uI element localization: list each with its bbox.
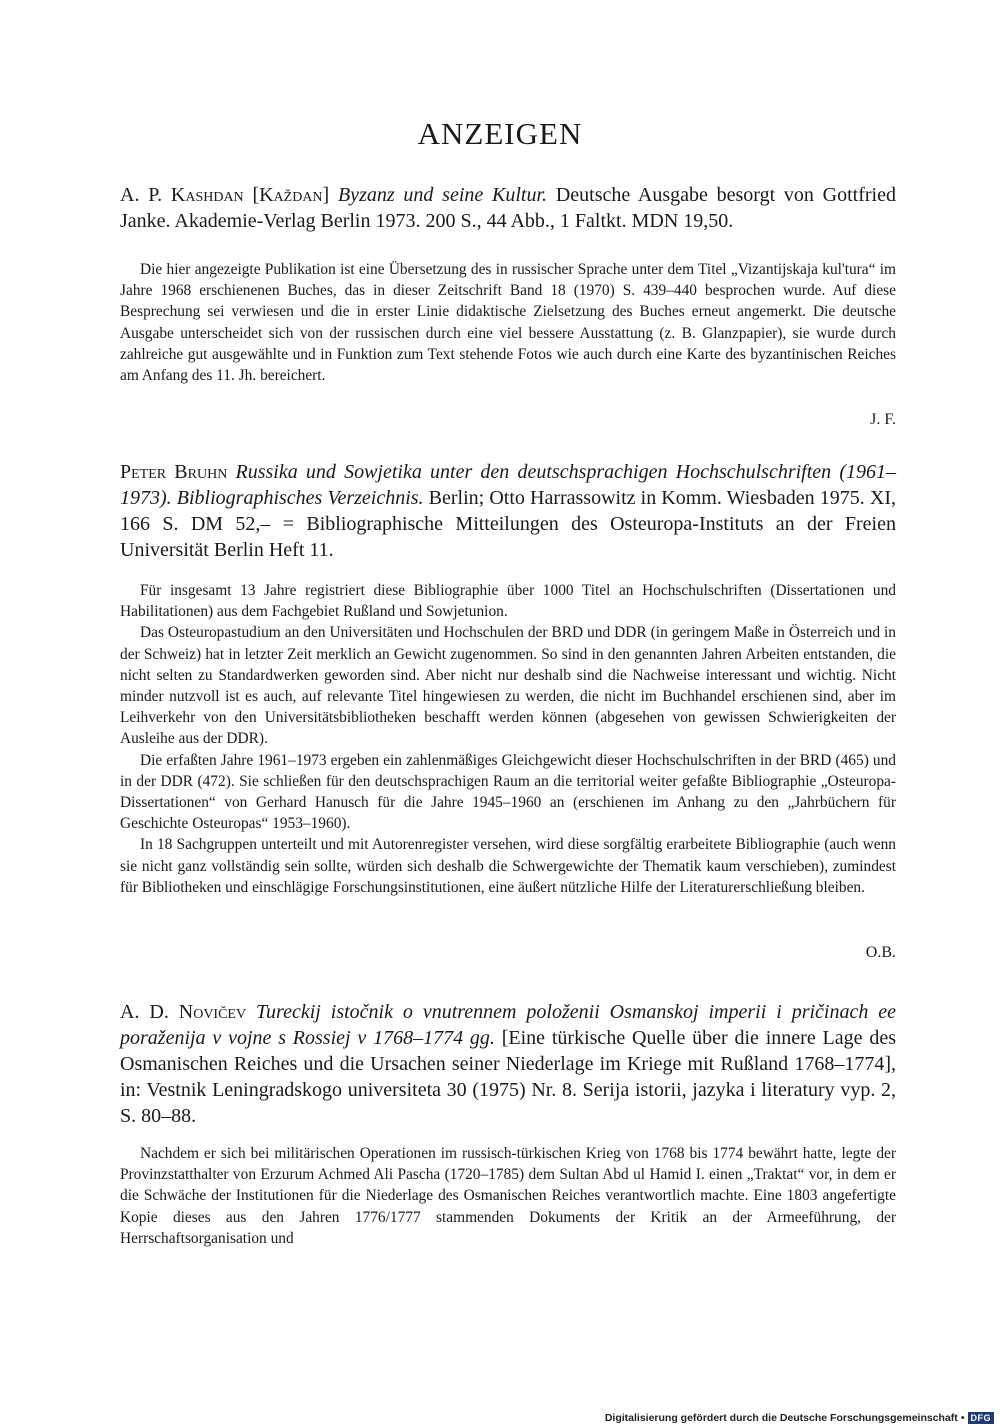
footer-separator-dot: • — [960, 1412, 965, 1424]
entry-1-author-initials: A. P. — [120, 184, 163, 206]
entry-2-paragraph: Für insgesamt 13 Jahre registriert diese Bibliographie über 1000 Titel an Hochschulschriften (Dissertationen und Habilitationen) aus dem Fachgebiet Rußland und Sowjetunion. — [120, 582, 896, 621]
entry-2-paragraph: Die erfaßten Jahre 1961–1973 ergeben ein zahlenmäßiges Gleichgewicht dieser Hochschulschriften in der BRD (465) und in der DDR (472). Sie schließen für den deutschsprachigen Raum an die territorial weiter gefaßte Bibliographie „Osteuropa-Dissertationen“ von Gerhard Hanusch für die Jahre 1945–1960 an (erschienen im Anhang zu den „Jahrbüchern für Geschichte Osteuropas“ 1953–1960). — [120, 751, 896, 833]
entry-3-title: Tureckij istočnik o vnutrennem položenii Osmanskoj imperii i pričinach ee poraženija v vojne s Rossiej v 1768–1774 gg. — [120, 1001, 897, 1049]
entry-3-header — [120, 999, 896, 1129]
entry-1-author-name: Kashdan — [170, 184, 244, 206]
entry-3-body — [120, 1143, 896, 1249]
entry-1-paragraph: Die hier angezeigte Publikation ist eine Übersetzung des in russischer Sprache unter dem Titel „Vizantijskaja kul'tura“ im Jahre 1968 erschienenen Buches, das in dieser Zeitschrift Band 18 (1970) S. 439–440 besprochen wurde. Auf diese Besprechung sei verwiesen und die in erster Linie didaktische Zielsetzung des Buches erneut angemerkt. Die deutsche Ausgabe unterscheidet sich von der russischen durch eine viel bessere Ausstattung (z. B. Glanzpapier), sie wurde durch zahlreiche gut ausgewählte und in Funktion zum Text stehende Fotos wie auch durch eine Karte des byzantinischen Reiches am Anfang des 11. Jh. bereichert. — [120, 261, 896, 385]
entry-2-title: Russika und Sowjetika unter den deutschsprachigen Hochschulschriften (1961–1973). Bibliographisches Verzeichnis. — [120, 461, 897, 509]
entry-2-signature: O.B. — [865, 944, 896, 961]
entry-1-title: Byzanz und seine Kultur. — [337, 184, 548, 206]
entry-3-author-initials: A. D. — [120, 1001, 169, 1023]
entry-1-author-bracket: [Každan] — [252, 184, 330, 206]
entry-2-details: Berlin; Otto Harrassowitz in Komm. Wiesbaden 1975. XI, 166 S. DM 52,– = Bibliographische Mitteilungen des Osteuropa-Instituts an der Freien Universität Berlin Heft 11. — [120, 487, 897, 561]
entry-1-body — [120, 259, 896, 386]
entry-3-author-name: Novičev — [178, 1001, 247, 1023]
entry-2-paragraph: In 18 Sachgruppen unterteilt und mit Autorenregister versehen, wird diese sorgfältig erarbeitete Bibliographie (auch wenn sie nicht ganz vollständig sein sollte, würden sich deshalb die Schwergewichte der Thematik kaum verschieben), zumindest für Bibliotheken und einschlägige Forschungsinstitutionen, eine äußert nützliche Hilfe der Literaturerschließung bleiben. — [120, 836, 896, 896]
dfg-footer — [605, 1412, 994, 1424]
page-heading: ANZEIGEN — [417, 116, 583, 151]
footer-text: Digitalisierung gefördert durch die Deutsche Forschungsgemeinschaft — [604, 1412, 958, 1424]
entry-1-details: Deutsche Ausgabe besorgt von Gottfried Janke. Akademie-Verlag Berlin 1973. 200 S., 44 Abb., 1 Faltkt. MDN 19,50. — [120, 184, 896, 232]
entry-1-header — [120, 182, 896, 234]
entry-3-details: [Eine türkische Quelle über die innere Lage des Osmanischen Reiches und die Ursachen seiner Niederlage im Kriege mit Rußland 1768–1774], in: Vestnik Leningradskogo universiteta 30 (1975) Nr. 8. Serija istorii, jazyka i literatury vyp. 2, S. 80–88. — [120, 1027, 896, 1127]
entry-2-body — [120, 580, 896, 898]
entry-1-signature: J. F. — [870, 411, 896, 428]
entry-2-header — [120, 459, 896, 563]
entry-2-author-name: Peter Bruhn — [120, 461, 228, 483]
entry-2-paragraph: Das Osteuropastudium an den Universitäten und Hochschulen der BRD und DDR (in geringem Maße in Österreich und in der Schweiz) hat in letzter Zeit merklich an Gewicht zugenommen. So sind in den genannten Jahren Arbeiten entstanden, die nicht selten zu Standardwerken geworden sind. Aber nicht nur deshalb sind die Nachweise interessant und wichtig. Nicht minder nutzvoll ist es auch, auf relevante Titel hingewiesen zu werden, die nicht im Buchhandel erschienen sind, aber im Leihverkehr von den Universitätsbibliotheken beschafft werden können (abgesehen von gewissen Schwierigkeiten der Ausleihe aus der DDR). — [120, 624, 896, 748]
entry-3-paragraph: Nachdem er sich bei militärischen Operationen im russisch-türkischen Krieg von 1768 bis 1774 bewährt hatte, legte der Provinzstatthalter von Erzurum Achmed Ali Pascha (1720–1785) dem Sultan Abd ul Hamid I. einen „Traktat“ vor, in dem er die Schwäche der Institutionen für die Niederlage des Osmanischen Reiches verantwortlich machte. Eine 1803 angefertigte Kopie dieses aus den Jahren 1776/1777 stammenden Dokuments der Kritik an der Armeeführung, der Herrschaftsorganisation und — [120, 1145, 896, 1247]
dfg-logo-icon: DFG — [968, 1412, 995, 1424]
